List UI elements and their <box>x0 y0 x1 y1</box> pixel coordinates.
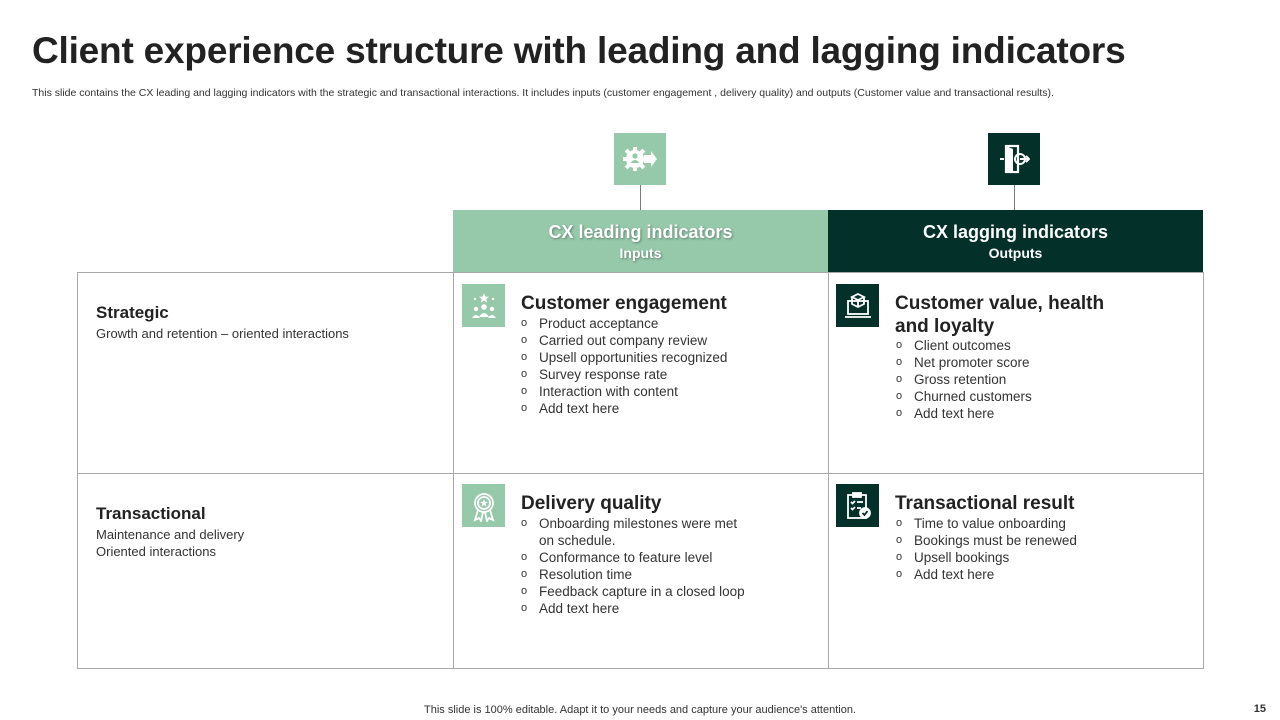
column-header-leading <box>453 210 828 272</box>
grid-divider <box>453 273 454 668</box>
checklist-clipboard-icon <box>836 484 879 527</box>
list-item: o Conformance to feature level <box>521 549 751 566</box>
column-header-lagging <box>828 210 1203 272</box>
row-title-transactional: Transactional <box>96 504 206 523</box>
cell-title-transactional-result: Transactional result <box>895 493 1075 514</box>
connector-line-leading <box>640 185 641 210</box>
list-item: o Add text here <box>896 566 1186 583</box>
list-item: o Resolution time <box>521 566 751 583</box>
list-item: o Add text here <box>521 600 751 617</box>
list-transactional-result <box>896 515 1186 583</box>
list-item: o Onboarding milestones were met on schedule. <box>521 515 751 549</box>
list-delivery-quality <box>521 515 751 617</box>
list-item: o Net promoter score <box>896 354 1186 371</box>
list-item: o Client outcomes <box>896 337 1186 354</box>
list-item: o Upsell opportunities recognized <box>521 349 811 366</box>
grid-divider <box>828 273 829 668</box>
cell-title-line: Customer value, health <box>895 293 1105 314</box>
page-subtitle: This slide contains the CX leading and lagging indicators with the strategic and transactional interactions. It includes inputs (customer engagement , delivery quality) and outputs (Customer value and transactional results). <box>32 87 1054 99</box>
list-item: o Survey response rate <box>521 366 811 383</box>
quality-badge-icon <box>462 484 505 527</box>
list-customer-value <box>896 337 1186 422</box>
list-item: o Upsell bookings <box>896 549 1186 566</box>
row-label-transactional <box>96 504 244 560</box>
row-desc-transactional <box>96 526 244 560</box>
list-item: o Carried out company review <box>521 332 811 349</box>
row-desc-line: Oriented interactions <box>96 544 216 559</box>
footer-note: This slide is 100% editable. Adapt it to your needs and capture your audience's attention. <box>424 704 856 716</box>
column-header-lagging-sub: Outputs <box>988 244 1043 261</box>
cell-title-delivery-quality: Delivery quality <box>521 493 662 514</box>
list-item: o Add text here <box>521 400 811 417</box>
column-header-leading-sub: Inputs <box>619 244 662 261</box>
page-number: 15 <box>1253 703 1266 715</box>
row-desc-line: Maintenance and delivery <box>96 527 245 542</box>
exit-door-icon <box>988 133 1040 185</box>
list-item: o Interaction with content <box>521 383 811 400</box>
page-title: Client experience structure with leading and lagging indicators <box>32 30 1126 71</box>
list-item: o Bookings must be renewed <box>896 532 1186 549</box>
list-item: o Feedback capture in a closed loop <box>521 583 751 600</box>
cell-title-line: and loyalty <box>895 316 995 337</box>
list-item: o Product acceptance <box>521 315 811 332</box>
row-title-strategic: Strategic <box>96 303 169 322</box>
column-header-leading-title: CX leading indicators <box>548 221 733 242</box>
grid-divider <box>78 473 1203 474</box>
team-star-icon <box>462 284 505 327</box>
row-label-strategic <box>96 303 349 342</box>
gear-user-arrow-icon <box>614 133 666 185</box>
list-item: o Time to value onboarding <box>896 515 1186 532</box>
cell-title-customer-engagement: Customer engagement <box>521 293 727 314</box>
indicator-grid <box>77 272 1204 669</box>
list-item: o Add text here <box>896 405 1186 422</box>
column-header-lagging-title: CX lagging indicators <box>922 221 1109 242</box>
list-item: o Churned customers <box>896 388 1186 405</box>
connector-line-lagging <box>1014 185 1015 210</box>
list-item: o Gross retention <box>896 371 1186 388</box>
laptop-box-icon <box>836 284 879 327</box>
row-desc-strategic: Growth and retention – oriented interactions <box>96 326 349 341</box>
cell-title-customer-value <box>895 292 1104 338</box>
list-customer-engagement <box>521 315 811 417</box>
